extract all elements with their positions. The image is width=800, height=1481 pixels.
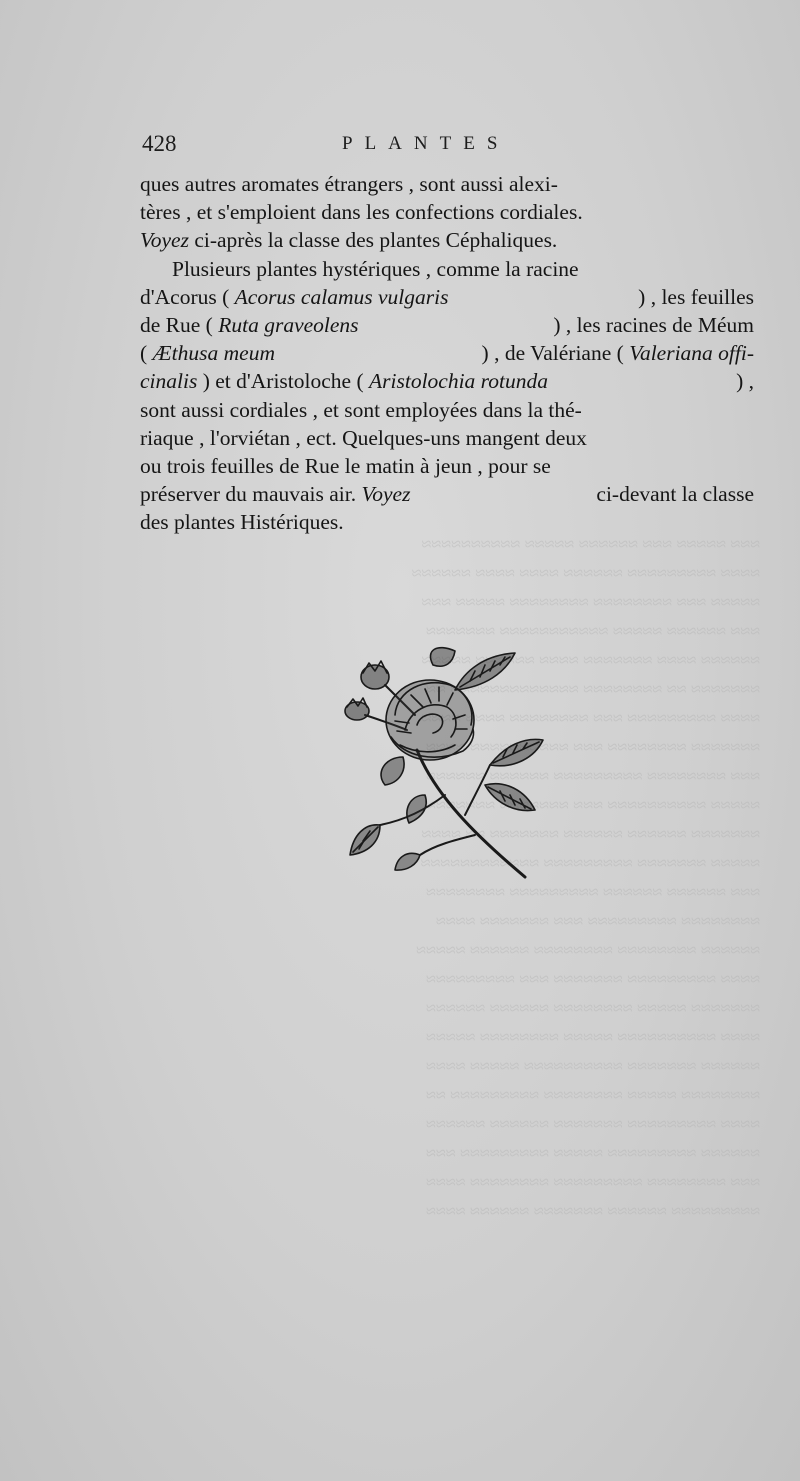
text-span: d'Acorus ( [140,284,235,309]
text-line: des plantes Histériques. [140,510,344,535]
italic-text: Ruta graveolens [218,312,359,337]
text-span: ) et d'Aristoloche ( [197,369,369,394]
text-span: ) , les feuilles [638,284,754,309]
text-span: ) , les racines de Méum [553,312,754,337]
show-through-text: ≈≈≈ ≈≈≈≈≈ ≈≈≈ ≈≈≈≈≈≈ ≈≈≈≈≈ ≈≈≈≈≈≈≈≈≈≈ ≈≈≈≈ ≈≈≈≈≈≈≈≈≈ ≈≈≈≈≈≈ ≈≈≈≈ ≈≈≈≈ ≈≈≈≈≈≈ ≈≈≈≈≈ ≈≈≈ ≈≈≈≈≈≈≈≈ ≈≈≈≈≈≈≈≈ ≈≈≈≈≈ ≈≈≈ ≈≈≈ ≈≈≈≈≈≈ ≈≈≈≈≈ ≈≈≈≈≈≈≈≈≈≈≈ ≈≈≈≈≈≈≈ ≈≈≈≈≈≈ ≈≈≈≈ ≈≈≈≈≈≈≈ ≈≈≈≈ ≈≈≈≈≈≈ ≈≈≈≈≈ ≈≈≈≈≈≈≈ ≈≈ ≈≈≈≈≈≈≈≈ ≈≈≈≈≈≈≈≈≈≈≈≈≈ ≈≈ ≈≈≈≈ ≈≈≈≈≈≈≈≈≈ ≈≈≈ ≈≈≈≈≈≈≈≈ ≈≈≈≈ ≈≈≈≈ ≈≈≈≈≈≈≈ ≈≈≈≈≈≈≈≈ ≈≈≈ ≈≈≈≈≈≈≈≈≈≈ ≈≈≈≈ ≈≈≈ ≈≈≈≈≈≈≈≈ ≈≈≈≈≈≈≈≈≈ ≈≈≈≈≈≈ ≈≈≈≈≈≈ ≈≈≈≈≈ ≈≈≈≈≈≈≈≈≈≈ ≈≈≈ ≈≈≈≈≈≈≈ ≈≈≈≈≈≈≈ ≈≈≈≈≈≈≈ ≈≈≈≈≈≈ ≈≈≈≈≈≈ ≈≈≈≈≈≈≈ ≈≈ ≈≈≈≈ ≈≈≈≈≈ ≈≈≈≈≈≈≈ ≈≈≈≈≈≈≈≈≈ ≈≈≈≈≈≈≈≈≈≈≈≈ ≈≈≈ ≈≈≈≈≈≈ ≈≈≈≈≈≈ ≈≈≈≈≈≈≈≈≈ ≈≈≈≈≈≈≈≈ ≈≈≈≈≈≈≈≈ ≈≈≈≈≈≈≈≈≈ ≈≈≈ ≈≈≈≈≈≈≈ ≈≈≈≈ ≈≈≈≈≈≈ ≈≈≈≈≈≈≈≈ ≈≈≈≈≈≈≈≈ ≈≈≈≈≈≈ ≈≈≈≈≈ ≈≈≈≈ ≈≈≈≈≈≈≈≈≈ ≈≈≈≈≈≈≈ ≈≈≈ ≈≈≈≈≈≈≈≈≈ ≈≈≈≈≈≈≈ ≈≈≈≈≈ ≈≈≈≈≈≈≈≈ ≈≈≈≈≈≈ ≈≈≈≈≈≈ ≈≈≈≈ ≈≈≈≈≈≈≈≈≈≈ ≈≈≈≈≈ ≈≈≈≈≈≈≈≈ ≈≈≈≈≈ ≈≈≈≈≈≈ ≈≈≈≈≈≈≈ ≈≈≈≈≈≈≈≈≈≈ ≈≈≈≈≈ ≈≈≈≈ ≈≈≈≈≈≈≈≈ ≈≈≈≈≈ ≈≈≈≈≈≈≈≈ ≈≈≈≈≈≈≈≈≈ ≈≈ ≈≈≈≈ ≈≈≈≈≈≈≈≈≈ ≈≈≈≈≈≈≈ ≈≈≈≈≈≈ ≈≈≈≈≈≈ ≈≈≈≈≈≈ ≈≈≈≈≈≈≈≈≈ ≈≈≈≈≈ ≈≈≈≈≈≈≈≈≈ ≈≈≈ ≈≈≈ ≈≈≈≈≈≈≈≈ ≈≈≈≈≈≈≈≈≈ ≈≈≈≈≈≈≈≈ ≈≈≈≈ ≈≈≈≈≈≈≈≈≈ ≈≈≈≈≈≈ ≈≈≈≈≈≈≈ ≈≈≈≈≈≈ ≈≈≈≈ [411,534,760,1221]
text-span: ) , [736,369,754,394]
page-header [142,131,760,161]
italic-text: cinalis [140,369,198,394]
text-line: ques autres aromates étrangers , sont aussi alexi- [140,172,558,196]
body-text [140,170,754,536]
text-span: ) , de Valériane ( [481,341,630,366]
running-head: PLANTES [342,133,510,154]
text-line [140,367,754,395]
text-span: ci-après la classe des plantes Céphaliques. [188,228,558,253]
text-span: préserver du mauvais air. [140,482,362,507]
text-line: sont aussi cordiales , et sont employées dans la thé- [140,397,582,422]
text-line: ou trois feuilles de Rue le matin à jeun , pour se [140,453,551,478]
text-span: de Rue ( [140,312,219,337]
italic-text: Valeriana offi- [629,341,754,366]
italic-text: Aristolochia rotunda [369,369,548,394]
text-span: ( [140,341,153,366]
rose-engraving-icon [325,645,545,885]
text-line [140,339,754,367]
text-span: ci-devant la classe [596,482,754,507]
text-line: Plusieurs plantes hystériques , comme la racine [172,256,579,281]
italic-text: Æthusa meum [152,341,275,366]
page-number: 428 [142,131,177,156]
text-line: riaque , l'orviétan , ect. Quelques-uns mangent deux [140,425,587,450]
text-line [140,283,754,311]
italic-text: Voyez [361,482,411,507]
italic-text: Voyez [140,228,189,253]
text-line [140,311,754,339]
text-line: tères , et s'emploient dans les confections cordiales. [140,200,583,225]
text-line [140,480,754,508]
text-line [140,226,754,254]
italic-text: Acorus calamus vulgaris [234,284,449,309]
